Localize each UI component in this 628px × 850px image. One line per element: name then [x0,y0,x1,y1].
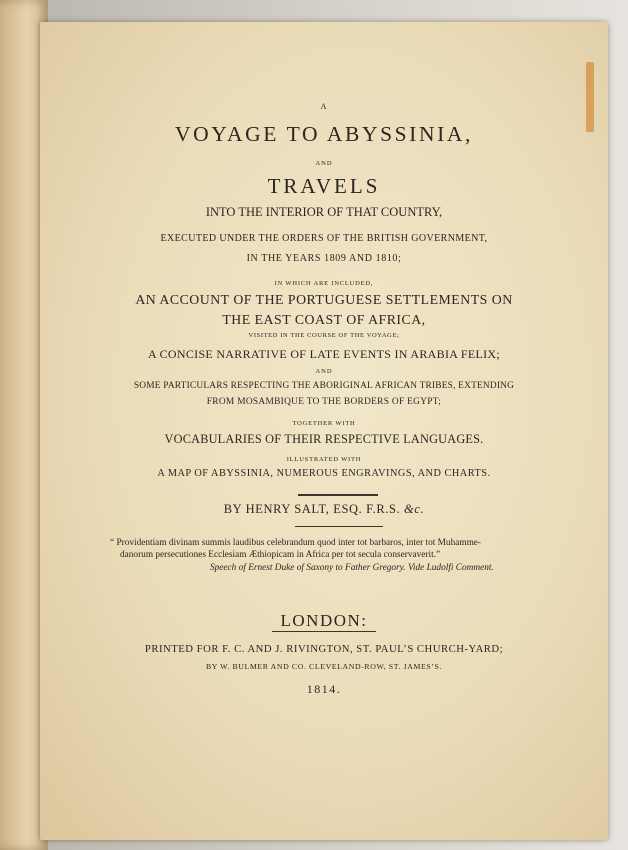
quote-source: Speech of Ernest Duke of Saxony to Father Gregory. Vide Ludolfi Comment. [210,563,494,573]
executed-under: EXECUTED UNDER THE ORDERS OF THE BRITISH GOVERNMENT, [160,233,488,244]
title-page [40,22,608,840]
author-line [40,502,608,517]
account-line-1: AN ACCOUNT OF THE PORTUGUESE SETTLEMENTS ON [135,292,513,307]
main-title: VOYAGE TO ABYSSINIA, [175,122,473,146]
illustrated-with: ILLUSTRATED WITH [286,456,362,463]
author-name: BY HENRY SALT, ESQ. F.R.S. [223,502,401,516]
into-interior: INTO THE INTERIOR OF THAT COUNTRY, [205,205,443,219]
printer-bulmer: BY W. BULMER AND CO. CLEVELAND-ROW, ST. JAMES’S. [205,662,442,671]
quote-line-2: danorum persecutiones Ecclesiam Æthiopicam in Africa per tot secula conservaverit.” [120,550,441,560]
in-which-included: IN WHICH ARE INCLUDED, [274,280,374,287]
concise-narrative: A CONCISE NARRATIVE OF LATE EVENTS IN ARABIA FELIX; [148,347,500,361]
visited-course: VISITED IN THE COURSE OF THE VOYAGE; [248,332,400,339]
rule-top [298,494,378,496]
publication-year: 1814. [306,682,342,696]
particulars-line-2: FROM MOSAMBIQUE TO THE BORDERS OF EGYPT; [206,397,442,407]
map-engravings: A MAP OF ABYSSINIA, NUMEROUS ENGRAVINGS, AND CHARTS. [157,468,491,479]
imprint-city: LONDON: [280,611,368,630]
city-underline [272,631,376,632]
together-with: TOGETHER WITH [292,420,356,427]
account-line-2: THE EAST COAST OF AFRICA, [222,312,426,327]
subtitle-travels: TRAVELS [267,174,381,198]
vocabularies: VOCABULARIES OF THEIR RESPECTIVE LANGUAGES. [164,432,484,446]
quote-line-1: “ Providentiam divinam summis laudibus celebrandum quod inter tot barbaros, inter tot Muhamme- [110,538,482,548]
printed-for: PRINTED FOR F. C. AND J. RIVINGTON, ST. PAUL’S CHURCH-YARD; [144,643,504,655]
article-a: A [320,102,328,111]
in-the-years: IN THE YEARS 1809 AND 1810; [246,253,402,264]
particulars-line-1: SOME PARTICULARS RESPECTING THE ABORIGINAL AFRICAN TRIBES, EXTENDING [133,381,515,391]
and-1: AND [315,160,333,167]
author-etc: &c. [404,502,425,516]
and-2: AND [315,368,333,375]
rule-bottom [295,526,383,527]
